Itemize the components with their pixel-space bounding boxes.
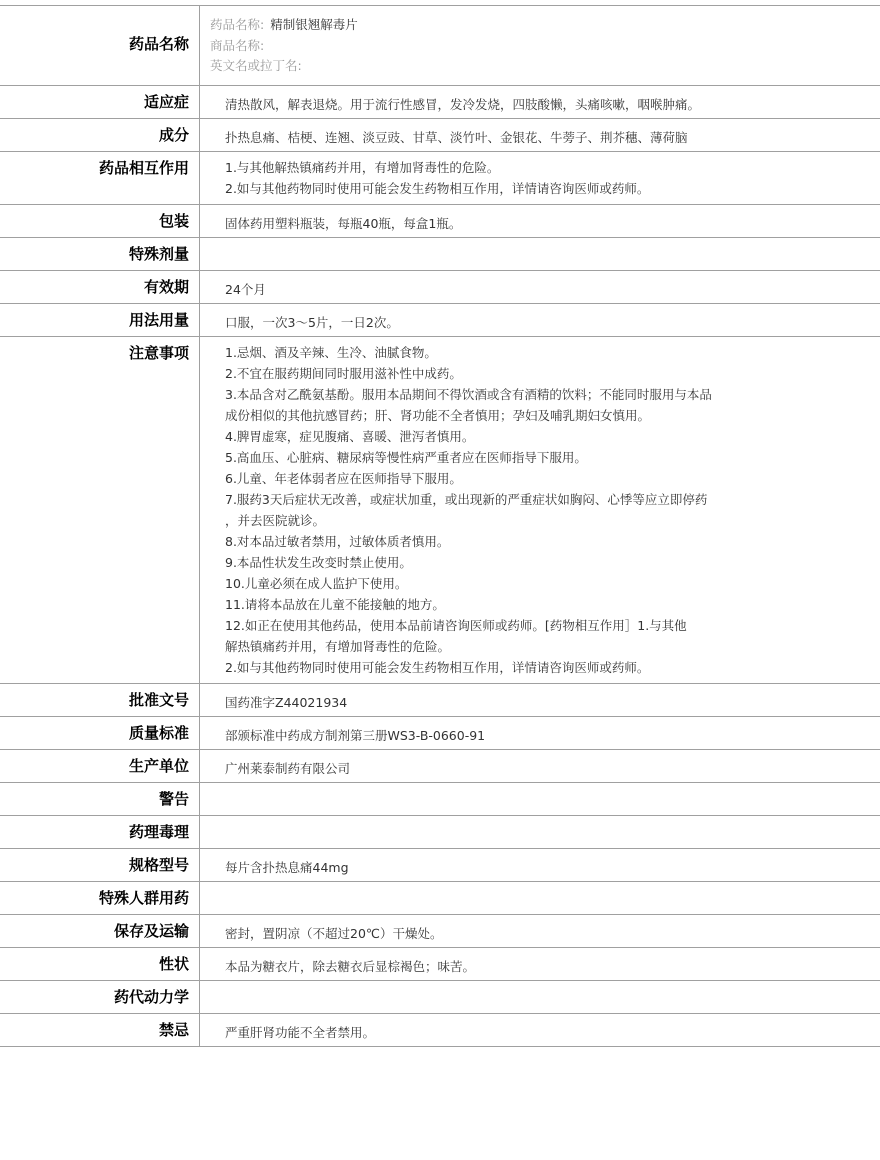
row-value-description — [200, 948, 880, 980]
row-value-precautions — [200, 337, 880, 683]
row-warning — [0, 783, 880, 816]
value-line: 6.儿童、年老体弱者应在医师指导下服用。 — [225, 470, 462, 486]
value-line: 解热镇痛药并用，有增加肾毒性的危险。 — [225, 638, 451, 654]
row-label-approval: 批准文号 — [0, 684, 200, 716]
row-approval — [0, 684, 880, 717]
row-value-indications — [200, 86, 880, 118]
row-label-pharmacokinetics: 药代动力学 — [0, 981, 200, 1013]
row-label-manufacturer: 生产单位 — [0, 750, 200, 782]
row-label-indications: 适应症 — [0, 86, 200, 118]
trade-name-line — [210, 36, 870, 57]
row-indications — [0, 86, 880, 119]
row-label-packaging: 包装 — [0, 205, 200, 237]
row-pharmacokinetics — [0, 981, 880, 1014]
row-value-storage — [200, 915, 880, 947]
value-line: 清热散风，解表退烧。用于流行性感冒，发冷发烧，四肢酸懒，头痛咳嗽，咽喉肿痛。 — [225, 96, 701, 112]
row-value-warning — [200, 783, 880, 815]
drug-info-table — [0, 5, 880, 1047]
value-line: 9.本品性状发生改变时禁止使用。 — [225, 554, 412, 570]
row-label-special-dosage: 特殊剂量 — [0, 238, 200, 270]
value-line: 口服，一次3～5片，一日2次。 — [225, 314, 399, 330]
row-manufacturer — [0, 750, 880, 783]
row-usage — [0, 304, 880, 337]
row-value-ingredients — [200, 119, 880, 151]
row-value-interactions — [200, 152, 880, 204]
value-line: 密封，置阴凉（不超过20℃）干燥处。 — [225, 925, 443, 941]
row-special-dosage — [0, 238, 880, 271]
row-special-groups — [0, 882, 880, 915]
row-label-contraindications: 禁忌 — [0, 1014, 200, 1046]
value-line: 部颁标准中药成方制剂第三册WS3-B-0660-91 — [225, 727, 486, 743]
latin-name-key: 英文名或拉丁名: — [210, 58, 302, 73]
value-line: 3.本品含对乙酰氨基酚。服用本品期间不得饮酒或含有酒精的饮料；不能同时服用与本品 — [225, 386, 712, 402]
row-value-drug-name — [200, 6, 880, 85]
row-description — [0, 948, 880, 981]
value-line: 8.对本品过敏者禁用，过敏体质者慎用。 — [225, 533, 450, 549]
value-line: 扑热息痛、桔梗、连翘、淡豆豉、甘草、淡竹叶、金银花、牛蒡子、荆芥穗、薄荷脑 — [225, 129, 688, 145]
row-value-contraindications — [200, 1014, 880, 1046]
row-label-storage: 保存及运输 — [0, 915, 200, 947]
value-line: 11.请将本品放在儿童不能接触的地方。 — [225, 596, 445, 612]
generic-name-line — [210, 15, 870, 36]
row-storage — [0, 915, 880, 948]
row-value-specification — [200, 849, 880, 881]
row-label-warning: 警告 — [0, 783, 200, 815]
value-line: 本品为糖衣片，除去糖衣后显棕褐色；味苦。 — [225, 958, 476, 974]
value-line: 1.与其他解热镇痛药并用，有增加肾毒性的危险。 — [225, 159, 500, 175]
value-line: 严重肝肾功能不全者禁用。 — [225, 1024, 376, 1040]
row-value-toxicology — [200, 816, 880, 848]
row-value-quality — [200, 717, 880, 749]
row-label-special-groups: 特殊人群用药 — [0, 882, 200, 914]
row-value-usage — [200, 304, 880, 336]
row-label-description: 性状 — [0, 948, 200, 980]
value-line: 5.高血压、心脏病、糖尿病等慢性病严重者应在医师指导下服用。 — [225, 449, 587, 465]
value-line: 成份相似的其他抗感冒药；肝、肾功能不全者慎用；孕妇及哺乳期妇女慎用。 — [225, 407, 651, 423]
row-specification — [0, 849, 880, 882]
row-label-specification: 规格型号 — [0, 849, 200, 881]
value-line: 4.脾胃虚寒，症见腹痛、喜暖、泄泻者慎用。 — [225, 428, 475, 444]
row-value-approval — [200, 684, 880, 716]
row-label-quality: 质量标准 — [0, 717, 200, 749]
row-label-ingredients: 成分 — [0, 119, 200, 151]
value-line: 10.儿童必须在成人监护下使用。 — [225, 575, 408, 591]
row-label-drug-name: 药品名称 — [0, 6, 200, 85]
row-packaging — [0, 205, 880, 238]
info-rows — [0, 86, 880, 1047]
row-value-manufacturer — [200, 750, 880, 782]
value-line: 2.不宜在服药期间同时服用滋补性中成药。 — [225, 365, 462, 381]
value-line: 12.如正在使用其他药品，使用本品前请咨询医师或药师。[药物相互作用］1.与其他 — [225, 617, 687, 633]
value-line: 24个月 — [225, 281, 266, 297]
value-line: 1.忌烟、酒及辛辣、生冷、油腻食物。 — [225, 344, 437, 360]
value-line: 7.服药3天后症状无改善，或症状加重，或出现新的严重症状如胸闷、心悸等应立即停药 — [225, 491, 708, 507]
row-label-validity: 有效期 — [0, 271, 200, 303]
row-interactions — [0, 152, 880, 205]
value-line: 2.如与其他药物同时使用可能会发生药物相互作用，详情请咨询医师或药师。 — [225, 659, 650, 675]
value-line: 广州莱泰制药有限公司 — [225, 760, 351, 776]
row-quality — [0, 717, 880, 750]
row-contraindications — [0, 1014, 880, 1047]
row-ingredients — [0, 119, 880, 152]
value-line: 国药准字Z44021934 — [225, 694, 348, 710]
row-label-interactions: 药品相互作用 — [0, 152, 200, 204]
value-line: ，并去医院就诊。 — [225, 512, 326, 528]
generic-name-key: 药品名称: — [210, 17, 265, 32]
row-value-special-dosage — [200, 238, 880, 270]
row-value-pharmacokinetics — [200, 981, 880, 1013]
row-label-precautions: 注意事项 — [0, 337, 200, 683]
row-toxicology — [0, 816, 880, 849]
row-value-validity — [200, 271, 880, 303]
value-line: 固体药用塑料瓶装，每瓶40瓶，每盒1瓶。 — [225, 215, 462, 231]
row-drug-name — [0, 6, 880, 86]
row-value-special-groups — [200, 882, 880, 914]
generic-name-value: 精制银翘解毒片 — [270, 17, 358, 32]
trade-name-key: 商品名称: — [210, 37, 265, 53]
row-value-packaging — [200, 205, 880, 237]
row-label-toxicology: 药理毒理 — [0, 816, 200, 848]
row-label-usage: 用法用量 — [0, 304, 200, 336]
row-validity — [0, 271, 880, 304]
value-line: 2.如与其他药物同时使用可能会发生药物相互作用，详情请咨询医师或药师。 — [225, 180, 650, 196]
row-precautions — [0, 337, 880, 684]
latin-name-line — [210, 56, 870, 77]
value-line: 每片含扑热息痛44mg — [225, 859, 349, 875]
